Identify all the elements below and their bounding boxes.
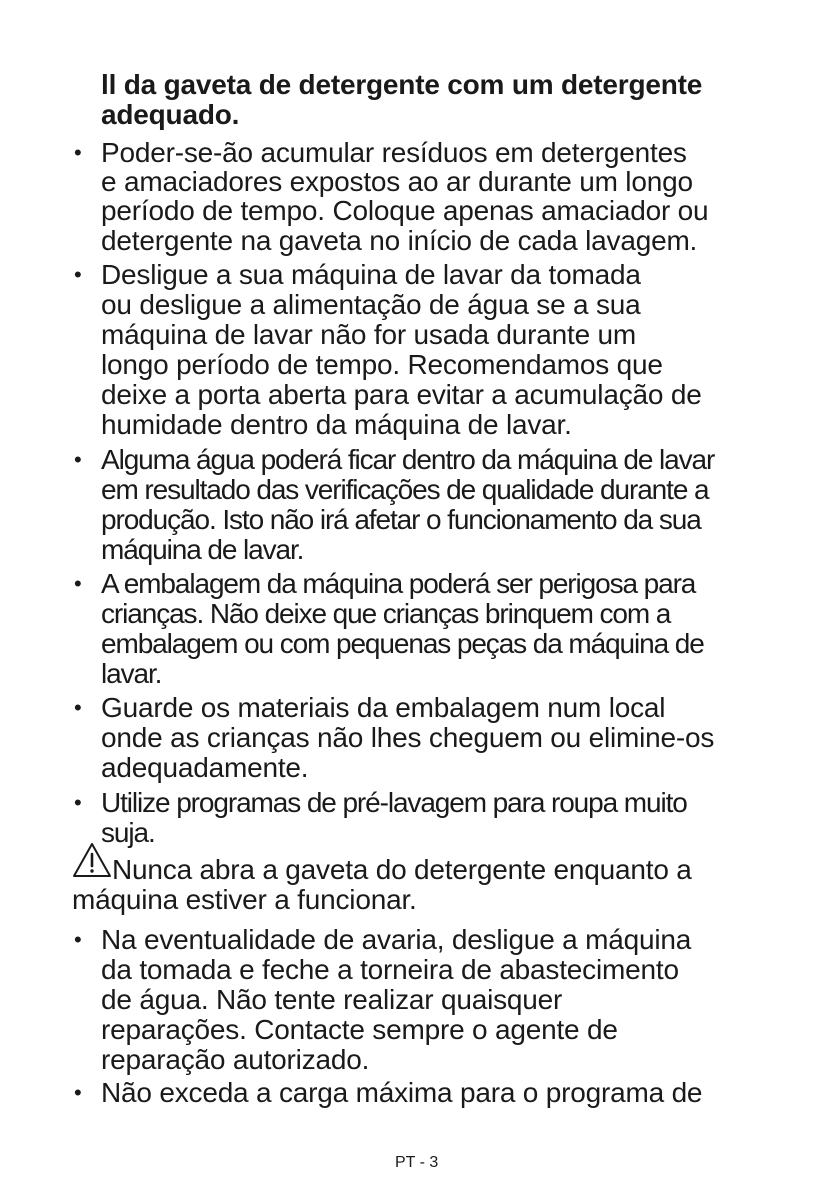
bullet-marker: •: [74, 927, 82, 952]
item-8-line-1: Não exceda a carga máxima para o programa de: [101, 1077, 703, 1108]
bullet-marker: •: [74, 695, 82, 720]
item-7-line-3: de água. Não tente realizar quaisquer: [101, 984, 563, 1015]
bullet-marker: •: [74, 262, 82, 287]
item-1-line-1: Poder-se-ão acumular resíduos em detergentes: [101, 137, 687, 168]
bullet-marker: •: [74, 140, 82, 165]
item-2-line-3: máquina de lavar não for usada durante um: [101, 319, 637, 350]
item-5-line-3: adequadamente.: [101, 752, 309, 783]
bullet-marker: •: [74, 1080, 82, 1105]
bullet-marker: •: [74, 447, 82, 472]
item-3-line-3: produção. Isto não irá afetar o funcionamento da sua: [101, 504, 701, 535]
item-7-line-4: reparações. Contacte sempre o agente de: [101, 1014, 618, 1045]
item-4-line-2: crianças. Não deixe que crianças brinquem com a: [101, 598, 671, 629]
bullet-marker: •: [74, 571, 82, 596]
item-7-line-2: da tomada e feche a torneira de abastecimento: [101, 954, 679, 985]
item-2-line-4: longo período de tempo. Recomendamos que: [101, 349, 663, 380]
item-4-line-1: A embalagem da máquina poderá ser perigosa para: [101, 568, 696, 599]
item-6-line-2: suja.: [101, 817, 155, 848]
item-3-line-1: Alguma água poderá ficar dentro da máquina de lavar: [101, 444, 715, 475]
item-2-line-5: deixe a porta aberta para evitar a acumulação de: [101, 379, 702, 410]
section-heading-line-1: ll da gaveta de detergente com um detergente: [101, 69, 703, 100]
item-1-line-2: e amaciadores expostos ao ar durante um longo: [101, 166, 693, 197]
item-1-line-4: detergente na gaveta no início de cada lavagem.: [101, 225, 698, 256]
item-5-line-1: Guarde os materiais da embalagem num local: [101, 692, 666, 723]
item-4-line-4: lavar.: [101, 658, 162, 689]
item-7-line-1: Na eventualidade de avaria, desligue a máquina: [101, 924, 692, 955]
item-7-line-5: reparação autorizado.: [101, 1044, 370, 1075]
item-6-line-1: Utilize programas de pré-lavagem para roupa muito: [101, 787, 687, 818]
item-4-line-3: embalagem ou com pequenas peças da máquina de: [101, 628, 704, 659]
item-2-line-6: humidade dentro da máquina de lavar.: [101, 409, 572, 440]
warning-line-1: Nunca abra a gaveta do detergente enquanto a: [112, 854, 692, 885]
item-5-line-2: onde as crianças não lhes cheguem ou elimine-os: [101, 722, 715, 753]
warning-line-2: máquina estiver a funcionar.: [72, 884, 417, 915]
item-2-line-2: ou desligue a alimentação de água se a sua: [101, 289, 641, 320]
item-3-line-4: máquina de lavar.: [101, 534, 304, 565]
section-heading-line-2: adequado.: [101, 99, 240, 130]
item-3-line-2: em resultado das verificações de qualidade durante a: [101, 474, 709, 505]
item-2-line-1: Desligue a sua máquina de lavar da tomada: [101, 259, 641, 290]
bullet-marker: •: [74, 790, 82, 815]
item-1-line-3: período de tempo. Coloque apenas amaciador ou: [101, 195, 709, 226]
page-number: PT - 3: [395, 1154, 439, 1171]
warning-triangle-icon: [72, 842, 112, 878]
